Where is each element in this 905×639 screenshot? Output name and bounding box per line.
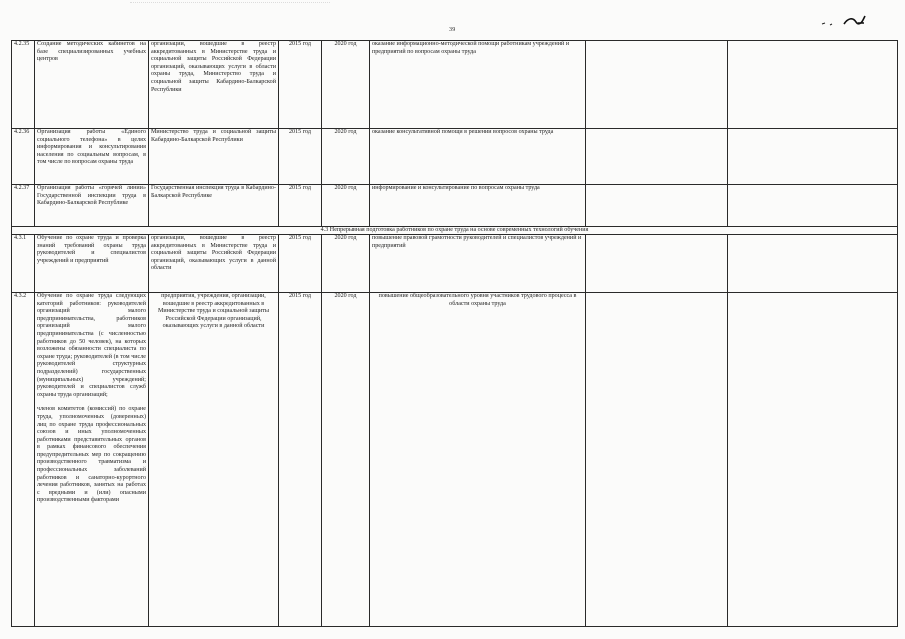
section-header-row [12,227,898,235]
measure-name: Создание методических кабинетов на базе специализированных учебных центров [35,41,149,129]
measure-name: Обучение по охране труда и проверка знаний требований охраны труда руководителей и специалистов учреждений и предприятий [35,235,149,293]
table-row-4-2-37 [12,185,898,227]
empty-cell [586,185,728,227]
end-year: 2020 год [322,185,370,227]
empty-cell [728,129,898,185]
row-number: 4.2.35 [12,41,35,129]
start-year: 2015 год [279,41,322,129]
expected-result: оказание информационно-методической помощи работникам учреждений и предприятий по вопросам охраны труда [370,41,586,129]
end-year: 2020 год [322,129,370,185]
expected-result: оказание консультативной помощи в решении вопросов охраны труда [370,129,586,185]
measure-name: Организация работы «Единого социального телефона» в целях информирования и консультирования населения по социальным вопросам, в том числе по вопросам охраны труда [35,129,149,185]
table-row-4-3-1 [12,235,898,293]
empty-cell [586,293,728,627]
section-title: 4.3 Непрерывная подготовка работников по охране труда на основе современных технологий обучения [12,227,898,235]
end-year: 2020 год [322,293,370,627]
row-number: 4.3.2 [12,293,35,627]
handwritten-mark [820,12,870,30]
executors: Государственная инспекция труда в Кабардино-Балкарской Республике [149,185,279,227]
table-row-4-3-2 [12,293,898,627]
start-year: 2015 год [279,235,322,293]
end-year: 2020 год [322,41,370,129]
measure-name-part-1: Обучение по охране труда следующих категорий работников: руководителей организаций малого предпринимательства, работников организаций малого предпринимательства (с численностью работников до 50 человек), на которых возложены обязанности специалиста по охране труда; руководителей (в том числе руководителей структурных подразделений) государственных (муниципальных) учреждений; руководителей и специалистов служб охраны труда организаций; [37,293,146,398]
table-row-4-2-35 [12,41,898,129]
expected-result: повышение общеобразовательного уровня участников трудового процесса в области охраны труда [370,293,586,627]
expected-result: повышение правовой грамотности руководителей и специалистов учреждений и предприятий [370,235,586,293]
row-number: 4.2.36 [12,129,35,185]
empty-cell [728,293,898,627]
start-year: 2015 год [279,129,322,185]
executors: Министерство труда и социальной защиты Кабардино-Балкарской Республики [149,129,279,185]
empty-cell [586,41,728,129]
start-year: 2015 год [279,185,322,227]
end-year: 2020 год [322,235,370,293]
row-number: 4.2.37 [12,185,35,227]
empty-cell [586,129,728,185]
measure-name-part-2: членов комитетов (комиссий) по охране труда, уполномоченных (доверенных) лиц по охране труда профессиональных союзов и иных уполномоченных работниками представительных органов в рамках финансового обеспечения предупредительных мер по сокращению производственного травматизма и профессиональных заболеваний работников и санаторно-курортного лечения работников, занятых на работах с вредными и (или) опасными производственными факторами [37,406,146,504]
executors: организации, вошедшие в реестр аккредитованных в Министерстве труда и социальной защиты Российской Федерации организаций, оказывающих услуги в данной области [149,235,279,293]
empty-cell [728,235,898,293]
scan-artifact-line [130,2,330,5]
table-row-4-2-36 [12,129,898,185]
measure-name: Организация работы «горячей линии» Государственной инспекции труда в Кабардино-Балкарской Республике [35,185,149,227]
empty-cell [728,185,898,227]
measure-name [35,293,149,627]
row-number: 4.3.1 [12,235,35,293]
executors: предприятия, учреждения, организации, вошедшие в реестр аккредитованных в Министерстве труда и социальной защиты Российской Федерации организаций, оказывающих услуги в данной области [149,293,279,627]
page-number: 39 [449,27,456,33]
empty-cell [586,235,728,293]
start-year: 2015 год [279,293,322,627]
expected-result: информирование и консультирование по вопросам охраны труда [370,185,586,227]
executors: организации, вошедшие в реестр аккредитованных в Министерстве труда и социальной защиты Российской Федерации организаций, оказывающих услуги в области охраны труда, Министерство труда и социальной защиты Кабардино-Балкарской Республики [149,41,279,129]
empty-cell [728,41,898,129]
program-table [11,40,898,627]
